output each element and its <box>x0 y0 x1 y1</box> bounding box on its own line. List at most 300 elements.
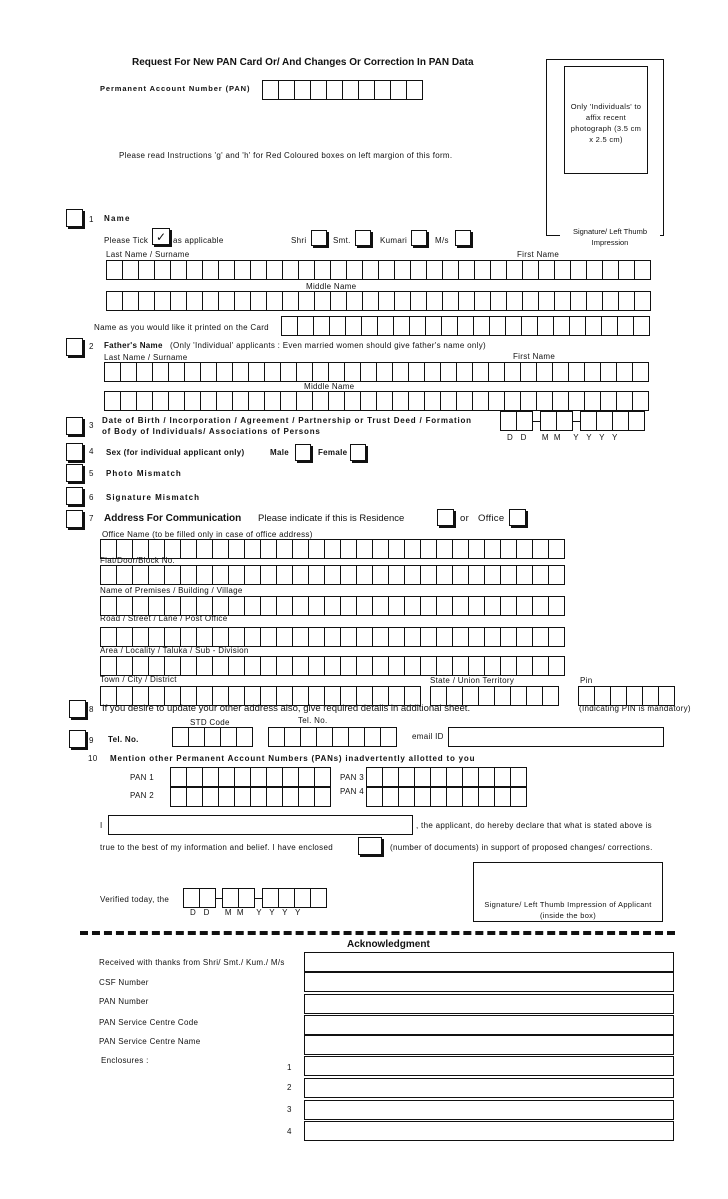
character-cell[interactable] <box>250 767 267 787</box>
character-cell[interactable] <box>500 596 517 616</box>
character-cell[interactable] <box>586 260 603 280</box>
character-cell[interactable] <box>510 686 527 706</box>
character-cell[interactable] <box>426 260 443 280</box>
character-cell[interactable] <box>366 767 383 787</box>
print-name-row[interactable] <box>281 316 649 336</box>
verified-year[interactable] <box>262 888 326 908</box>
character-cell[interactable] <box>410 291 427 311</box>
character-cell[interactable] <box>250 260 267 280</box>
character-cell[interactable] <box>170 260 187 280</box>
character-cell[interactable] <box>234 291 251 311</box>
character-cell[interactable] <box>328 391 345 411</box>
father-name-row-1[interactable] <box>104 362 648 382</box>
shri-checkbox[interactable] <box>311 230 327 246</box>
flat-row[interactable] <box>100 565 564 585</box>
character-cell[interactable] <box>536 391 553 411</box>
character-cell[interactable] <box>490 260 507 280</box>
character-cell[interactable] <box>490 291 507 311</box>
character-cell[interactable] <box>610 686 627 706</box>
character-cell[interactable] <box>360 391 377 411</box>
character-cell[interactable] <box>452 539 469 559</box>
tel-row[interactable] <box>268 727 396 747</box>
character-cell[interactable] <box>420 565 437 585</box>
character-cell[interactable] <box>388 596 405 616</box>
character-cell[interactable] <box>500 539 517 559</box>
character-cell[interactable] <box>436 539 453 559</box>
character-cell[interactable] <box>430 767 447 787</box>
ms-checkbox[interactable] <box>455 230 471 246</box>
character-cell[interactable] <box>264 362 281 382</box>
character-cell[interactable] <box>478 787 495 807</box>
character-cell[interactable] <box>392 362 409 382</box>
character-cell[interactable] <box>628 411 645 431</box>
character-cell[interactable] <box>250 291 267 311</box>
character-cell[interactable] <box>404 565 421 585</box>
received-input[interactable] <box>304 952 674 972</box>
character-cell[interactable] <box>361 316 378 336</box>
character-cell[interactable] <box>324 565 341 585</box>
character-cell[interactable] <box>452 627 469 647</box>
character-cell[interactable] <box>138 291 155 311</box>
character-cell[interactable] <box>196 539 213 559</box>
character-cell[interactable] <box>540 411 557 431</box>
character-cell[interactable] <box>292 627 309 647</box>
character-cell[interactable] <box>262 80 279 100</box>
character-cell[interactable] <box>532 539 549 559</box>
character-cell[interactable] <box>154 291 171 311</box>
character-cell[interactable] <box>374 80 391 100</box>
character-cell[interactable] <box>585 316 602 336</box>
character-cell[interactable] <box>281 316 298 336</box>
residence-checkbox[interactable] <box>437 509 454 526</box>
character-cell[interactable] <box>180 656 197 676</box>
character-cell[interactable] <box>452 565 469 585</box>
character-cell[interactable] <box>408 391 425 411</box>
applicant-name-input[interactable] <box>108 815 413 835</box>
character-cell[interactable] <box>426 291 443 311</box>
character-cell[interactable] <box>136 391 153 411</box>
character-cell[interactable] <box>568 391 585 411</box>
kumari-checkbox[interactable] <box>411 230 427 246</box>
character-cell[interactable] <box>199 888 216 908</box>
tick-checkbox[interactable] <box>152 228 170 245</box>
character-cell[interactable] <box>292 596 309 616</box>
character-cell[interactable] <box>296 362 313 382</box>
photograph-box[interactable] <box>564 66 648 174</box>
character-cell[interactable] <box>180 565 197 585</box>
ack-pan-input[interactable] <box>304 994 674 1014</box>
character-cell[interactable] <box>569 316 586 336</box>
character-cell[interactable] <box>456 391 473 411</box>
email-input[interactable] <box>448 727 664 747</box>
character-cell[interactable] <box>218 260 235 280</box>
character-cell[interactable] <box>372 627 389 647</box>
character-cell[interactable] <box>537 316 554 336</box>
character-cell[interactable] <box>297 316 314 336</box>
section-4-box[interactable] <box>66 443 83 461</box>
character-cell[interactable] <box>340 627 357 647</box>
character-cell[interactable] <box>106 260 123 280</box>
character-cell[interactable] <box>504 362 521 382</box>
character-cell[interactable] <box>168 391 185 411</box>
character-cell[interactable] <box>196 656 213 676</box>
character-cell[interactable] <box>436 656 453 676</box>
character-cell[interactable] <box>292 539 309 559</box>
character-cell[interactable] <box>406 80 423 100</box>
character-cell[interactable] <box>186 260 203 280</box>
character-cell[interactable] <box>328 362 345 382</box>
character-cell[interactable] <box>548 565 565 585</box>
character-cell[interactable] <box>510 787 527 807</box>
character-cell[interactable] <box>362 260 379 280</box>
signature-box[interactable] <box>473 862 663 922</box>
pan1-row[interactable] <box>170 767 330 787</box>
character-cell[interactable] <box>532 627 549 647</box>
character-cell[interactable] <box>168 362 185 382</box>
character-cell[interactable] <box>316 727 333 747</box>
character-cell[interactable] <box>340 596 357 616</box>
character-cell[interactable] <box>538 291 555 311</box>
character-cell[interactable] <box>468 539 485 559</box>
character-cell[interactable] <box>436 627 453 647</box>
character-cell[interactable] <box>180 627 197 647</box>
character-cell[interactable] <box>394 291 411 311</box>
character-cell[interactable] <box>314 291 331 311</box>
character-cell[interactable] <box>380 727 397 747</box>
character-cell[interactable] <box>494 767 511 787</box>
character-cell[interactable] <box>388 565 405 585</box>
character-cell[interactable] <box>600 362 617 382</box>
character-cell[interactable] <box>616 362 633 382</box>
character-cell[interactable] <box>282 291 299 311</box>
character-cell[interactable] <box>516 565 533 585</box>
character-cell[interactable] <box>202 767 219 787</box>
area-row[interactable] <box>100 656 564 676</box>
character-cell[interactable] <box>164 656 181 676</box>
section-6-box[interactable] <box>66 487 83 505</box>
character-cell[interactable] <box>542 686 559 706</box>
character-cell[interactable] <box>332 727 349 747</box>
father-name-row-2[interactable] <box>104 391 648 411</box>
character-cell[interactable] <box>553 316 570 336</box>
character-cell[interactable] <box>238 888 255 908</box>
name-row-1[interactable] <box>106 260 650 280</box>
character-cell[interactable] <box>420 539 437 559</box>
character-cell[interactable] <box>522 260 539 280</box>
character-cell[interactable] <box>222 888 239 908</box>
character-cell[interactable] <box>329 316 346 336</box>
character-cell[interactable] <box>612 411 629 431</box>
character-cell[interactable] <box>362 291 379 311</box>
csf-input[interactable] <box>304 972 674 992</box>
character-cell[interactable] <box>120 362 137 382</box>
character-cell[interactable] <box>234 260 251 280</box>
std-code-row[interactable] <box>172 727 252 747</box>
character-cell[interactable] <box>424 391 441 411</box>
psc-name-input[interactable] <box>304 1035 674 1055</box>
character-cell[interactable] <box>376 391 393 411</box>
enclosure-2-input[interactable] <box>304 1078 674 1098</box>
character-cell[interactable] <box>372 656 389 676</box>
character-cell[interactable] <box>148 656 165 676</box>
character-cell[interactable] <box>440 391 457 411</box>
character-cell[interactable] <box>376 362 393 382</box>
character-cell[interactable] <box>200 362 217 382</box>
character-cell[interactable] <box>430 787 447 807</box>
character-cell[interactable] <box>340 656 357 676</box>
character-cell[interactable] <box>633 316 650 336</box>
enclosure-3-input[interactable] <box>304 1100 674 1120</box>
character-cell[interactable] <box>204 727 221 747</box>
female-checkbox[interactable] <box>350 444 366 461</box>
character-cell[interactable] <box>404 539 421 559</box>
character-cell[interactable] <box>505 316 522 336</box>
character-cell[interactable] <box>436 565 453 585</box>
character-cell[interactable] <box>442 291 459 311</box>
character-cell[interactable] <box>388 539 405 559</box>
character-cell[interactable] <box>552 391 569 411</box>
character-cell[interactable] <box>500 411 517 431</box>
character-cell[interactable] <box>232 362 249 382</box>
character-cell[interactable] <box>340 539 357 559</box>
character-cell[interactable] <box>266 787 283 807</box>
character-cell[interactable] <box>330 260 347 280</box>
character-cell[interactable] <box>472 362 489 382</box>
character-cell[interactable] <box>234 787 251 807</box>
character-cell[interactable] <box>600 391 617 411</box>
character-cell[interactable] <box>458 260 475 280</box>
character-cell[interactable] <box>356 656 373 676</box>
documents-count-input[interactable] <box>358 837 382 855</box>
character-cell[interactable] <box>410 260 427 280</box>
character-cell[interactable] <box>618 291 635 311</box>
character-cell[interactable] <box>570 260 587 280</box>
character-cell[interactable] <box>152 362 169 382</box>
character-cell[interactable] <box>232 391 249 411</box>
character-cell[interactable] <box>388 656 405 676</box>
character-cell[interactable] <box>632 362 649 382</box>
character-cell[interactable] <box>202 787 219 807</box>
character-cell[interactable] <box>244 539 261 559</box>
character-cell[interactable] <box>462 787 479 807</box>
character-cell[interactable] <box>212 565 229 585</box>
character-cell[interactable] <box>260 627 277 647</box>
pan4-row[interactable] <box>366 787 526 807</box>
character-cell[interactable] <box>452 596 469 616</box>
character-cell[interactable] <box>532 565 549 585</box>
character-cell[interactable] <box>586 291 603 311</box>
character-cell[interactable] <box>489 316 506 336</box>
character-cell[interactable] <box>152 391 169 411</box>
character-cell[interactable] <box>292 565 309 585</box>
character-cell[interactable] <box>340 565 357 585</box>
character-cell[interactable] <box>276 565 293 585</box>
character-cell[interactable] <box>308 565 325 585</box>
character-cell[interactable] <box>474 291 491 311</box>
character-cell[interactable] <box>570 291 587 311</box>
character-cell[interactable] <box>372 539 389 559</box>
psc-code-input[interactable] <box>304 1015 674 1035</box>
character-cell[interactable] <box>348 727 365 747</box>
character-cell[interactable] <box>244 656 261 676</box>
character-cell[interactable] <box>262 888 279 908</box>
character-cell[interactable] <box>658 686 675 706</box>
character-cell[interactable] <box>420 656 437 676</box>
character-cell[interactable] <box>170 787 187 807</box>
character-cell[interactable] <box>148 565 165 585</box>
section-1-box[interactable] <box>66 209 83 227</box>
character-cell[interactable] <box>568 362 585 382</box>
character-cell[interactable] <box>618 260 635 280</box>
character-cell[interactable] <box>212 656 229 676</box>
character-cell[interactable] <box>538 260 555 280</box>
character-cell[interactable] <box>292 656 309 676</box>
character-cell[interactable] <box>521 316 538 336</box>
character-cell[interactable] <box>313 316 330 336</box>
character-cell[interactable] <box>602 291 619 311</box>
character-cell[interactable] <box>184 391 201 411</box>
character-cell[interactable] <box>632 391 649 411</box>
character-cell[interactable] <box>100 565 117 585</box>
character-cell[interactable] <box>392 391 409 411</box>
character-cell[interactable] <box>228 565 245 585</box>
character-cell[interactable] <box>148 627 165 647</box>
character-cell[interactable] <box>458 291 475 311</box>
character-cell[interactable] <box>132 656 149 676</box>
dob-year[interactable] <box>580 411 644 431</box>
character-cell[interactable] <box>398 767 415 787</box>
character-cell[interactable] <box>500 565 517 585</box>
character-cell[interactable] <box>284 727 301 747</box>
character-cell[interactable] <box>446 767 463 787</box>
character-cell[interactable] <box>248 391 265 411</box>
character-cell[interactable] <box>260 656 277 676</box>
character-cell[interactable] <box>248 362 265 382</box>
character-cell[interactable] <box>548 627 565 647</box>
character-cell[interactable] <box>216 362 233 382</box>
character-cell[interactable] <box>346 291 363 311</box>
character-cell[interactable] <box>330 291 347 311</box>
character-cell[interactable] <box>264 391 281 411</box>
character-cell[interactable] <box>440 362 457 382</box>
character-cell[interactable] <box>552 362 569 382</box>
character-cell[interactable] <box>324 596 341 616</box>
character-cell[interactable] <box>414 767 431 787</box>
character-cell[interactable] <box>504 391 521 411</box>
character-cell[interactable] <box>236 727 253 747</box>
character-cell[interactable] <box>484 656 501 676</box>
character-cell[interactable] <box>104 362 121 382</box>
character-cell[interactable] <box>584 362 601 382</box>
character-cell[interactable] <box>488 391 505 411</box>
character-cell[interactable] <box>212 596 229 616</box>
character-cell[interactable] <box>164 565 181 585</box>
character-cell[interactable] <box>276 627 293 647</box>
character-cell[interactable] <box>300 727 317 747</box>
character-cell[interactable] <box>596 411 613 431</box>
male-checkbox[interactable] <box>295 444 311 461</box>
character-cell[interactable] <box>100 596 117 616</box>
character-cell[interactable] <box>366 787 383 807</box>
character-cell[interactable] <box>280 391 297 411</box>
character-cell[interactable] <box>132 596 149 616</box>
character-cell[interactable] <box>244 565 261 585</box>
character-cell[interactable] <box>516 627 533 647</box>
verified-day[interactable] <box>183 888 215 908</box>
character-cell[interactable] <box>138 260 155 280</box>
character-cell[interactable] <box>344 391 361 411</box>
character-cell[interactable] <box>212 627 229 647</box>
character-cell[interactable] <box>346 260 363 280</box>
character-cell[interactable] <box>378 260 395 280</box>
character-cell[interactable] <box>122 291 139 311</box>
section-7-box[interactable] <box>66 510 83 528</box>
character-cell[interactable] <box>266 291 283 311</box>
character-cell[interactable] <box>228 627 245 647</box>
character-cell[interactable] <box>446 787 463 807</box>
character-cell[interactable] <box>516 596 533 616</box>
character-cell[interactable] <box>186 787 203 807</box>
character-cell[interactable] <box>326 80 343 100</box>
character-cell[interactable] <box>172 727 189 747</box>
character-cell[interactable] <box>266 260 283 280</box>
verified-month[interactable] <box>222 888 254 908</box>
character-cell[interactable] <box>617 316 634 336</box>
character-cell[interactable] <box>456 362 473 382</box>
character-cell[interactable] <box>228 656 245 676</box>
character-cell[interactable] <box>488 362 505 382</box>
character-cell[interactable] <box>218 291 235 311</box>
character-cell[interactable] <box>356 627 373 647</box>
character-cell[interactable] <box>436 596 453 616</box>
character-cell[interactable] <box>136 362 153 382</box>
character-cell[interactable] <box>324 627 341 647</box>
character-cell[interactable] <box>298 291 315 311</box>
character-cell[interactable] <box>580 411 597 431</box>
character-cell[interactable] <box>116 596 133 616</box>
character-cell[interactable] <box>378 291 395 311</box>
character-cell[interactable] <box>312 362 329 382</box>
character-cell[interactable] <box>409 316 426 336</box>
character-cell[interactable] <box>554 260 571 280</box>
character-cell[interactable] <box>441 316 458 336</box>
character-cell[interactable] <box>372 565 389 585</box>
character-cell[interactable] <box>276 539 293 559</box>
character-cell[interactable] <box>218 767 235 787</box>
character-cell[interactable] <box>196 565 213 585</box>
character-cell[interactable] <box>170 767 187 787</box>
character-cell[interactable] <box>516 411 533 431</box>
character-cell[interactable] <box>398 787 415 807</box>
character-cell[interactable] <box>116 565 133 585</box>
character-cell[interactable] <box>360 362 377 382</box>
character-cell[interactable] <box>228 596 245 616</box>
character-cell[interactable] <box>494 787 511 807</box>
character-cell[interactable] <box>324 656 341 676</box>
character-cell[interactable] <box>164 627 181 647</box>
character-cell[interactable] <box>500 656 517 676</box>
character-cell[interactable] <box>548 656 565 676</box>
character-cell[interactable] <box>452 656 469 676</box>
character-cell[interactable] <box>294 80 311 100</box>
character-cell[interactable] <box>356 565 373 585</box>
pan2-row[interactable] <box>170 787 330 807</box>
section-2-box[interactable] <box>66 338 83 356</box>
character-cell[interactable] <box>196 627 213 647</box>
character-cell[interactable] <box>186 767 203 787</box>
character-cell[interactable] <box>484 596 501 616</box>
character-cell[interactable] <box>532 596 549 616</box>
